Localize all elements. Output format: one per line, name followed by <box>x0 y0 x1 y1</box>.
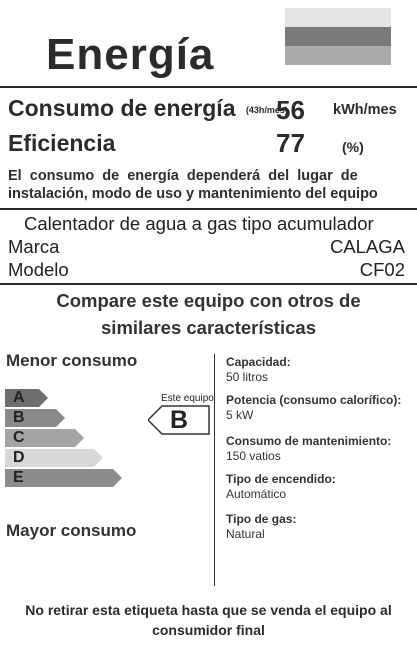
class-letter: A <box>13 389 25 406</box>
pointer-class: B <box>170 406 189 434</box>
brand-label: Marca <box>8 236 60 257</box>
label-title: Energía <box>46 30 215 79</box>
spec-value: Natural <box>226 527 265 541</box>
spec-value: 5 kW <box>226 408 254 422</box>
class-letter: B <box>13 409 25 426</box>
compare-text <box>0 287 417 341</box>
class-letter: C <box>13 429 25 446</box>
spec-key: Consumo de mantenimiento: <box>226 434 392 448</box>
class-letter: E <box>13 469 24 486</box>
brand-value: CALAGA <box>329 236 405 257</box>
divider <box>0 86 417 88</box>
vertical-divider <box>214 354 215 586</box>
divider <box>0 283 417 285</box>
scale-top-label: Menor consumo <box>6 351 138 370</box>
pointer-label: Este equipo <box>161 393 214 404</box>
class-bar-a <box>5 389 49 407</box>
consumption-value: 56 <box>276 95 305 125</box>
consumption-sublabel: (43h/mes) <box>245 104 288 115</box>
efficiency-value: 77 <box>276 128 305 158</box>
spec-value: 150 vatios <box>226 449 281 463</box>
footer-note <box>0 600 417 640</box>
note-line-2: instalación, modo de uso y mantenimiento del equipo <box>8 186 378 202</box>
scale-bottom-label: Mayor consumo <box>6 521 137 540</box>
footer-line-2: consumidor final <box>152 622 265 638</box>
consumption-label: Consumo de energía (43h/mes) <box>8 95 288 121</box>
flag-stripe-top <box>285 8 391 27</box>
efficiency-label: Eficiencia <box>8 130 116 156</box>
class-bar-d <box>5 449 104 467</box>
spec-value: 50 litros <box>226 370 269 384</box>
compare-line-1: Compare este equipo con otros de <box>56 290 361 311</box>
consumption-unit: kWh/mes <box>333 102 397 118</box>
flag-icon <box>285 8 391 65</box>
flag-stripe-middle <box>285 27 391 46</box>
flag-stripe-bottom <box>285 46 391 65</box>
spec-key: Tipo de encendido: <box>226 472 336 486</box>
class-bar-b <box>5 409 66 427</box>
class-pointer <box>148 405 210 435</box>
class-bar-c <box>5 429 85 447</box>
compare-line-2: similares características <box>101 317 316 338</box>
spec-value: Automático <box>226 487 287 501</box>
spec-key: Capacidad: <box>226 355 291 369</box>
product-type: Calentador de agua a gas tipo acumulador <box>24 213 374 234</box>
efficiency-unit: (%) <box>342 139 364 155</box>
footer-line-1: No retirar esta etiqueta hasta que se venda el equipo al <box>25 602 392 618</box>
class-letter: D <box>13 449 25 466</box>
spec-key: Tipo de gas: <box>226 512 297 526</box>
note-line-1: El consumo de energía dependerá del lugar de <box>8 168 358 184</box>
spec-key: Potencia (consumo calorífico): <box>226 393 402 407</box>
model-value: CF02 <box>359 259 405 280</box>
divider <box>0 208 417 210</box>
class-bar-e <box>5 469 123 487</box>
model-label: Modelo <box>8 259 69 280</box>
